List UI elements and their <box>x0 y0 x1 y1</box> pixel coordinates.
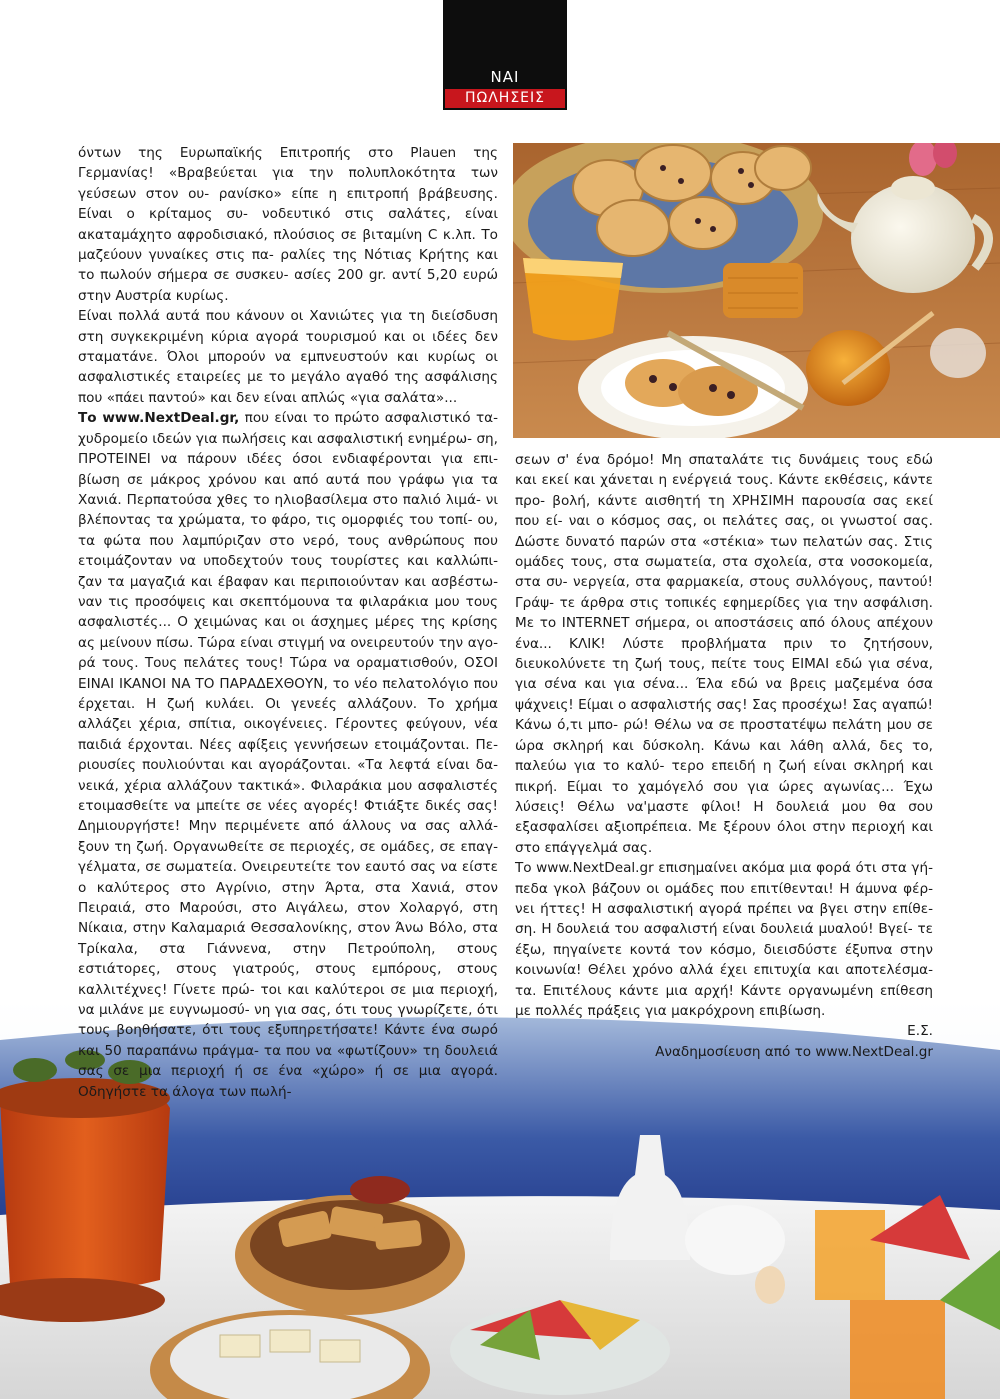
breakfast-photo <box>513 143 1000 438</box>
article-right-column <box>515 450 933 1062</box>
republish-credit: Αναδημοσίευση από το www.NextDeal.gr <box>655 1043 933 1060</box>
paragraph: σεων σ' ένα δρόμο! Μη σπαταλάτε τις δυνάμεις τους εδώ και εκεί και χάνεται η ενέργειά τους. Κάντε εκθέσεις, κάντε προ- βολή, κάντε αισθητή τη ΧΡΗΣΙΜΗ παρουσία σας εκεί που εί- ναι ο κόσμος σας, οι πελάτες σας, οι γνωστοί σας. Δώστε δυνατό παρών στα «στέκια» των πελατών σας. Στις ομάδες τους, στα σωματεία, στα σχολεία, στα νοσοκομεία, στα συ- νεργεία, στα φαρμακεία, στους συλλόγους, παντού! Γράψ- τε άρθρα στις τοπικές εφημερίδες για την ασφάλιση. Με το INTERNET σήμερα, οι αποστάσεις από όλους απέχουν ένα... ΚΛΙΚ! Λύστε προβλήματα πριν το ζητήσουν, διευκολύνετε τη ζωή τους, πείτε τους ΕΙΜΑΙ εδώ για σένα, για σένα και για σένα... Έλα εδώ να βρεις μαζεμένα όσα ψάχνεις! Είμαι ο ασφαλιστής σας! Σας προσέχω! Σας αγαπώ! Κάνω ό,τι μπο- ρώ! Θέλω να σε προστατέψω πελάτη μου σε ώρα σκληρή και δύσκολη. Κάνω και λάθη αλλά, δες το, παλεύω για το καλύ- τερο επειδή η ζωή είναι σκληρή και πικρή. Είμαι το χαμόγελό σου για ώρες αγωνίας... Έχω λύσεις! Θέλω να'μαστε φίλοι! Η δουλειά μου θα σου εξασφαλίσει αξιοπρέπεια. Με ξέρουν όλοι στην περιοχή και στο επάγγελμά σας. <box>515 452 933 856</box>
site-name-bold: Το www.NextDeal.gr, <box>78 410 240 427</box>
paragraph: όντων της Ευρωπαϊκής Επιτροπής στο Plauen της Γερμανίας! «Βραβεύεται για την πολυπλοκότητα των γεύσεων στον ου- ρανίσκο» είπε η επιτροπή βράβευσης. Είναι ο κρίταμος συ- νοδευτικό στις σαλάτες, είναι ακαταμάχητο αφροδισιακό, πλούσιος σε βιταμίνη C κ.λπ. Το μαζεύουν γυναίκες στις πα- ραλίες της Νότιας Κρήτης και το πωλούν σήμερα σε συσκευ- ασίες 200 gr. αντί 5,20 ευρώ στην Αυστρία κυρίως. <box>78 145 498 304</box>
paragraph: Το www.NextDeal.gr επισημαίνει ακόμα μια φορά ότι στα γή- πεδα γκολ βάζουν οι ομάδες που επιτίθενται! Η άμυνα φέρ- νει ήττες! Η ασφαλιστική αγορά πρέπει να βγει στην επίθε- ση. Η δουλειά του ασφαλιστή είναι δουλειά μυαλού! Βγεί- τε έξω, πηγαίνετε κοντά τον κόσμο, διεισδύστε έξυπνα στην κοινωνία! Θέλει χρόνο αλλά έχει επιτυχία και αποτελέσμα- τα. Επιτέλους κάντε μια αρχή! Κάντε οργανωμένη επίθεση με πολλές πράξεις για μακρόχρονη επιβίωση. <box>515 860 933 1019</box>
article-left-column <box>78 143 498 1102</box>
section-subtitle: ΠΩΛΗΣΕΙΣ <box>445 89 565 108</box>
paragraph <box>78 408 498 1102</box>
paragraph: Είναι πολλά αυτά που κάνουν οι Χανιώτες για τη διείσδυση στη συγκεκριμένη κύρια αγορά τουρισμού και οι ιδέες δεν σταματάνε. Όλοι μπορούν να εμπνευστούν και κυρίως οι ασφαλιστικές εταιρείες με το μεγάλο αγαθό της ασφάλισης που «πάει παντού» και δεν είναι απλώς «για σαλάτα»... <box>78 308 498 406</box>
section-title: ΝΑΙ <box>490 68 520 86</box>
section-tab <box>443 0 567 110</box>
paragraph-body: που είναι το πρώτο ασφαλιστικό τα- χυδρομείο ιδεών για πωλήσεις και ασφαλιστική ενημέρω- ση, ΠΡΟΤΕΙΝΕΙ να πάρουν ιδέες όσοι ενδιαφέρονται για επι- βίωση σε μάκρος χρόνου και από αυτά που γράφω για τα Χανιά. Περπατούσα χθες το ηλιοβασίλεμα στο παλιό λιμά- νι βλέποντας τα χρώματα, το φάρο, τις ομορφιές του τοπί- ου, τα φώτα που λαμπύριζαν στο νερό, τους ανθρώπους που ετοιμάζονταν να υποδεχτούν τους τουρίστες και καλλώπι- ζαν τα μαγαζιά και έβαφαν και περιποιούνταν και ασβέστω- ναν τις προσόψεις και σκεπτόμουνα τα φιλαράκια μου τους ασφαλιστές... Ο χειμώνας και οι άσχημες μέρες της κρίσης ας μείνουν πίσω. Τώρα είναι στιγμή να ονειρευτούν την αγο- ρά τους. Τους πελάτες τους! Τώρα να οραματισθούν, ΟΣΟΙ ΕΙΝΑΙ ΙΚΑΝΟΙ ΝΑ ΤΟ ΠΑΡΑΔΕΧΘΟΥΝ, το νέο πελατολόγιο που έρχεται. Η ζωή κυλάει. Οι γενεές αλλάζουν. Το χρήμα αλλάζει χέρια, σπίτια, οικογένειες. Γέροντες φεύγουν, νέα παιδιά έρχονται. Νέες αφίξεις γεννήσεων ετοιμάζονται. Πε- ριουσίες πουλιούνται και αγοράζονται. «Τα λεφτά είναι δα- νεικά, χέρια αλλάζουν τακτικά». Φιλαράκια μου ασφαλιστές ετοιμασθείτε να μπείτε σε νέες αγορές! Φτιάξτε δικές σας! Δημιουργήστε! Μην περιμένετε από άλλους να σας αλλά- ξουν τη ζωή. Οργανωθείτε σε περιοχές, σε ομάδες, σε επαγ- γέλματα, σε σωματεία. Ονειρευτείτε τον εαυτό σας να είστε ο καλύτερος στο Αγρίνιο, στην Άρτα, στα Χανιά, στον Πειραιά, στο Μαρούσι, στο Αιγάλεω, στον Χολαργό, στη Νίκαια, στην Καλαμαριά Θεσσαλονίκης, στον Άνω Βόλο, στα Τρίκαλα, στα Γιάννενα, στην Πετρούπολη, στους εστιάτορες, στους γιατρούς, στους εμπόρους, στους καλλιτέχνες! Γίνετε πρώ- τοι και καλύτεροι σε μια περιοχή, να μιλάνε με ευγνωμοσύ- νη για σας, ότι τους γνωρίζετε, ότι τους βοηθήσατε, ότι τους εξυπηρετήσατε! Κάντε ένα σωρό και 50 παραπάνω πράγμα- τα που να «φωτίζουν» τη δουλειά σας σε μια περιοχή ή σε ένα «χώρο» ή σε μια αγορά. Οδηγήστε τα άλογα των πωλή- <box>78 410 498 1100</box>
author-signature: Ε.Σ. <box>907 1023 933 1040</box>
